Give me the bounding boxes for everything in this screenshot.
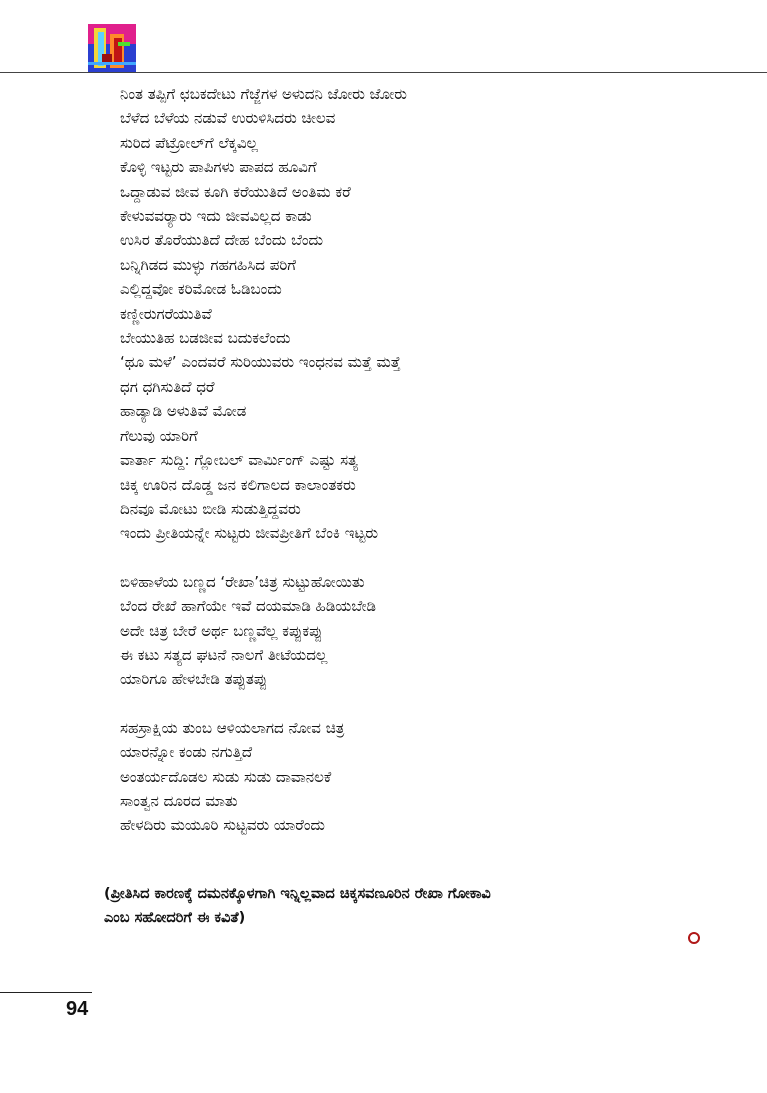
poem-line: ಈ ಕಟು ಸತ್ಯದ ಘಟನೆ ನಾಲಗೆ ತೀಟೆಯದಲ್ಲ [120,645,328,664]
poem-line: ಯಾರಿಗೂ ಹೇಳಬೇಡಿ ತಪ್ಪುತಪ್ಪು [120,670,268,689]
poem-stanza [120,570,740,692]
dedication-note [104,882,704,930]
poem-line: ಉಸಿರ ತೊರೆಯುತಿದೆ ದೇಹ ಬೆಂದು ಬೆಂದು [120,231,324,250]
poem-line: ಸಹಸ್ರಾಕ್ಷಿಯ ತುಂಬ ಆಳಿಯಲಾಗದ ನೋವ ಚಿತ್ರ [120,718,345,737]
poem-line: ಕಣ್ಣೀರುಗರೆಯುತಿವೆ [120,304,212,323]
stanza-gap [120,546,740,570]
poem-line: ಅಂತರ್ಯದೊಡಲ ಸುಡು ಸುಡು ದಾವಾನಲಕೆ [120,767,332,786]
poem [120,82,740,838]
poem-line: ಎಲ್ಲಿದ್ದವೋ ಕರಿಮೋಡ ಓಡಿಬಂದು [120,280,282,299]
end-of-article-circle-icon [688,932,700,944]
poem-line: ಬೆಂದ ರೇಖೆ ಹಾಗೆಯೇ ಇವೆ ದಯಮಾಡಿ ಹಿಡಿಯಬೇಡಿ [120,597,376,616]
poem-line: ಹಾಡ್ಯಾಡಿ ಅಳುತಿವೆ ಮೋಡ [120,402,247,421]
poem-line: ಬನ್ನಿಗಿಡದ ಮುಳ್ಳು ಗಹಗಹಿಸಿದ ಪರಿಗೆ [120,255,297,274]
poem-stanza [120,82,740,106]
poem-line: ಧಗ ಧಗಿಸುತಿದೆ ಧರೆ [120,377,215,396]
poem-line: ವಾರ್ತಾ ಸುದ್ದಿ: ಗ್ಲೋಬಲ್ ವಾರ್ಮಿಂಗ್ ಎಷ್ಟು ಸತ್ಯ [120,451,359,470]
poem-line: ನಿಂತ ತಪ್ಪಿಗೆ ಛಬಕದೇಟು ಗೆಜ್ಜೆಗಳ ಅಳುದನಿ ಜೋರು ಜೋರು [120,85,407,103]
note-line: (ಪ್ರೀತಿಸಿದ ಕಾರಣಕ್ಕೆ ದಮನಕ್ಕೊಳಗಾಗಿ ಇನ್ನಿಲ್ಲವಾದ ಚಿಕ್ಕಸವಣೂರಿನ ರೇಖಾ ಗೋಕಾವಿ [104,886,491,902]
poem-line: ಬೆಳೆದ ಬೆಳೆಯ ನಡುವೆ ಉರುಳಿಸಿದರು ಚೀಲವ [120,109,336,128]
page-number: 94 [66,998,89,1020]
poem-line: ದಿನವೂ ಮೋಟು ಬೀಡಿ ಸುಡುತ್ತಿದ್ದವರು [120,499,301,518]
poem-line: ‘ಥೂ ಮಳೆ’ ಎಂದವರೆ ಸುರಿಯುವರು ಇಂಧನವ ಮತ್ತೆ ಮತ್ತೆ [120,353,401,372]
poem-stanza [120,473,740,546]
poem-line: ಬಿಳಿಹಾಳೆಯ ಬಣ್ಣದ ‘ರೇಖಾ’ಚಿತ್ರ ಸುಟ್ಟುಹೋಯಿತು [120,572,365,591]
note-line: ಎಂಬ ಸಹೋದರಿಗೆ ಈ ಕವಿತೆ) [104,910,246,926]
poem-line: ಇಂದು ಪ್ರೀತಿಯನ್ನೇ ಸುಟ್ಟರು ಜೀವಪ್ರೀತಿಗೆ ಬೆಂಕಿ ಇಟ್ಟರು [120,524,379,543]
poem-line: ಚಿಕ್ಕ ಊರಿನ ದೊಡ್ಡ ಜನ ಕಲಿಗಾಲದ ಕಾಲಾಂತಕರು [120,475,356,494]
poem-stanza [120,716,740,838]
poem-stanza [120,106,740,374]
poem-line: ಯಾರನ್ನೋ ಕಂಡು ನಗುತ್ತಿದೆ [120,743,253,762]
header-rule [0,72,767,73]
poem-line: ಸುರಿದ ಪೆಟ್ರೋಲ್‌ಗೆ ಲೆಕ್ಕವಿಲ್ಲ [120,133,259,152]
poem-line: ಹೇಳದಿರು ಮಯೂರಿ ಸುಟ್ಟವರು ಯಾರೆಂದು [120,816,325,835]
stanza-gap [120,692,740,716]
poem-line: ಕೊಳ್ಳಿ ಇಟ್ಟರು ಪಾಪಿಗಳು ಪಾಪದ ಹೂವಿಗೆ [120,158,317,177]
poem-line: ಗೆಲುವು ಯಾರಿಗೆ [120,426,198,445]
poem-line: ಸಾಂತ್ವನ ದೂರದ ಮಾತು [120,791,238,810]
poem-line: ಒದ್ದಾಡುವ ಜೀವ ಕೂಗಿ ಕರೆಯುತಿದೆ ಅಂತಿಮ ಕರೆ [120,182,351,201]
poem-line: ಅದೇ ಚಿತ್ರ ಬೇರೆ ಅರ್ಥ ಬಣ್ಣವೆಲ್ಲ ಕಪ್ಪುಕಪ್ಪು [120,621,323,640]
magazine-logo-icon [88,24,136,72]
poem-line: ಕೇಳುವವರ್‍ಯಾರು ಇದು ಜೀವವಿಲ್ಲದ ಕಾಡು [120,207,312,226]
poem-stanza [120,375,740,473]
footer-rule [0,992,92,993]
poem-line: ಬೇಯುತಿಹ ಬಡಜೀವ ಬದುಕಲೆಂದು [120,329,291,348]
